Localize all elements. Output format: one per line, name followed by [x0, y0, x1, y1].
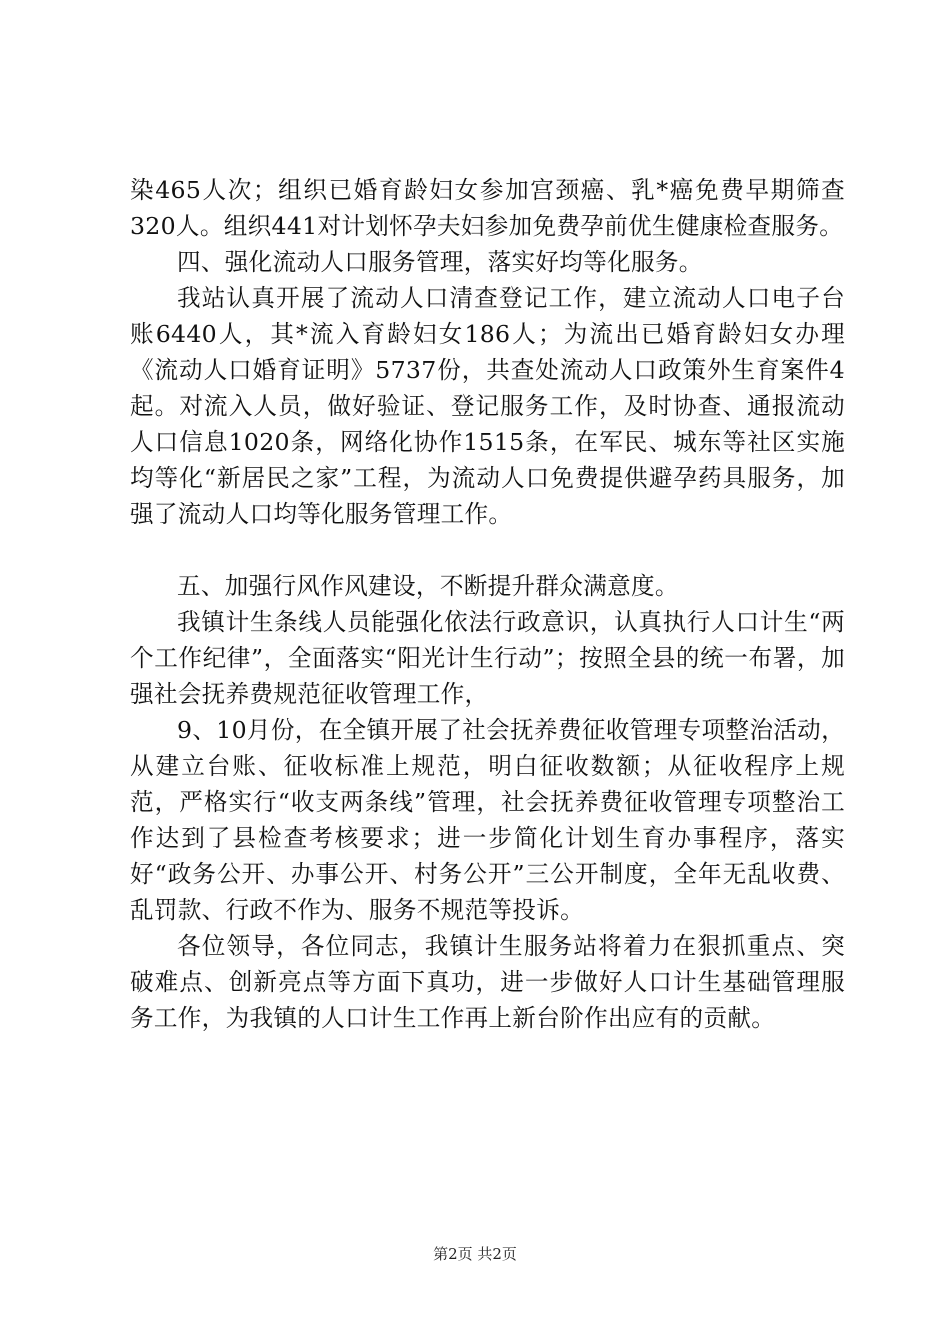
- paragraph-floating-population: 我站认真开展了流动人口清查登记工作，建立流动人口电子台账6440人，其*流入育龄妇女186人；为流出已婚育龄妇女办理《流动人口婚育证明》5737份，共查处流动人口政策外生育案件4起。对流入人员，做好验证、登记服务工作，及时协查、通报流动人口信息1020条，网络化协作1515条，在军民、城东等社区实施均等化“新居民之家”工程，为流动人口免费提供避孕药具服务，加强了流动人口均等化服务管理工作。: [130, 284, 845, 528]
- paragraph-closing: 各位领导，各位同志，我镇计生服务站将着力在狠抓重点、突破难点、创新亮点等方面下真功，进一步做好人口计生基础管理服务工作，为我镇的人口计生工作再上新台阶作出应有的贡献。: [130, 932, 845, 1032]
- paragraph-work-style: 我镇计生条线人员能强化依法行政意识，认真执行人口计生“两个工作纪律”，全面落实“阳光计生行动”；按照全县的统一布署，加强社会抚养费规范征收管理工作，: [130, 608, 845, 708]
- paragraph-fee-rectification: 9、10月份，在全镇开展了社会抚养费征收管理专项整治活动，从建立台账、征收标准上规范，明白征收数额；从征收程序上规范，严格实行“收支两条线”管理，社会抚养费征收管理专项整治工作达到了县检查考核要求；进一步简化计划生育办事程序，落实好“政务公开、办事公开、村务公开”三公开制度，全年无乱收费、乱罚款、行政不作为、服务不规范等投诉。: [130, 716, 845, 924]
- page-number-footer: 第2页 共2页: [433, 1245, 517, 1263]
- paragraph-health-checks: 染465人次；组织已婚育龄妇女参加宫颈癌、乳*癌免费早期筛查320人。组织441对计划怀孕夫妇参加免费孕前优生健康检查服务。: [130, 176, 845, 240]
- document-body: [130, 172, 845, 1036]
- section-heading-work-style: 五、加强行风作风建设，不断提升群众满意度。: [177, 572, 679, 600]
- section-heading-floating-population: 四、强化流动人口服务管理，落实好均等化服务。: [177, 248, 703, 276]
